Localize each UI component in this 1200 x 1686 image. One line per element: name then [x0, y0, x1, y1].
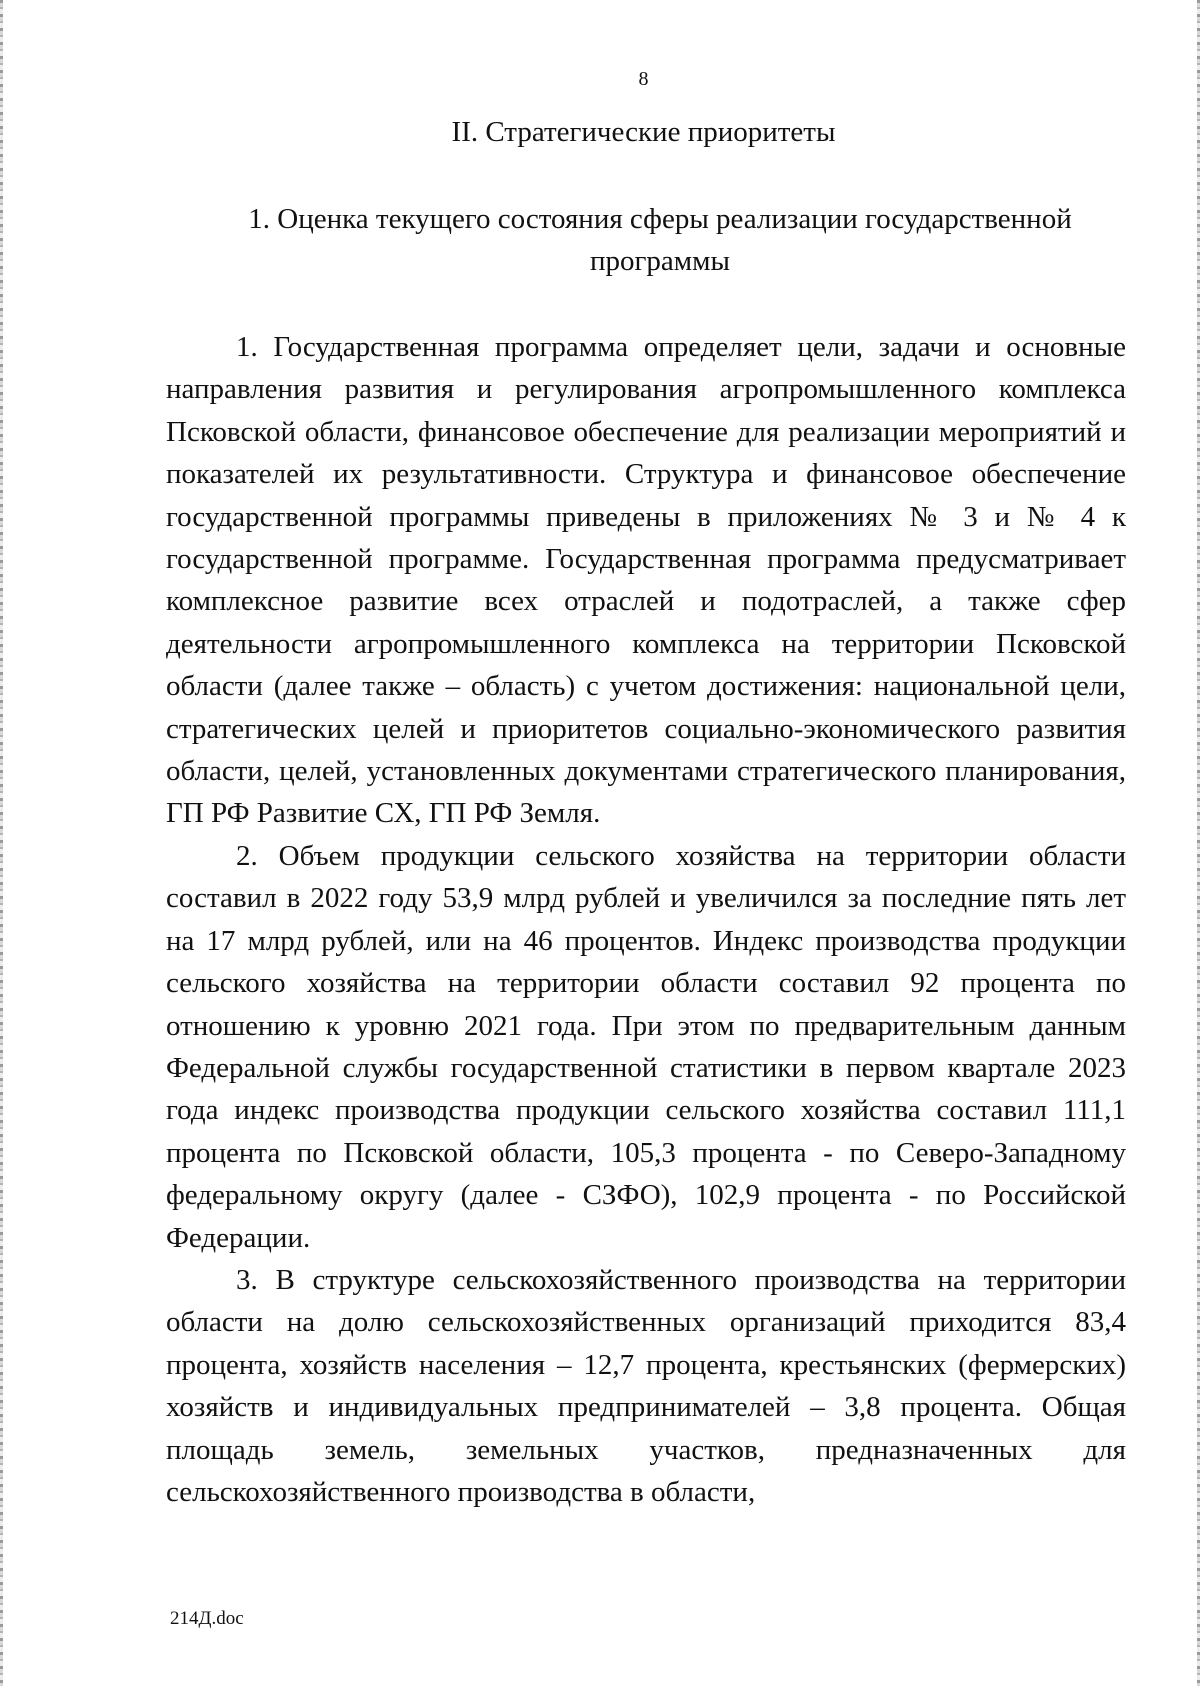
paragraph-3: 3. В структуре сельскохозяйственного производства на территории области на долю сельскохозяйственных организаций приходится 83,4 процента, хозяйств населения – 12,7 процента, крестьянских (фермерских) хозяйств и индивидуальных предпринимателей – 3,8 процента. Общая площадь земель, земельных участков, предназначенных для сельскохозяйственного производства в области,: [166, 1263, 1126, 1508]
footer-filename: 214Д.doc: [170, 1608, 244, 1629]
body-text: [166, 326, 1126, 1513]
paragraph-2: 2. Объем продукции сельского хозяйства на территории области составил в 2022 году 53,9 млрд рублей и увеличился за последние пять лет на 17 млрд рублей, или на 46 процентов. Индекс производства продукции сельского хозяйства на территории области составил 92 процента по отношению к уровню 2021 года. При этом по предварительным данным Федеральной службы государственной статистики в первом квартале 2023 года индекс производства продукции сельского хозяйства составил 111,1 процента по Псковской области, 105,3 процента - по Северо-Западному федеральному округу (далее - СЗФО), 102,9 процента - по Российской Федерации.: [166, 839, 1126, 1254]
paragraph-1: 1. Государственная программа определяет цели, задачи и основные направления развития и регулирования агропромышленного комплекса Псковской области, финансовое обеспечение для реализации мероприятий и показателей их результативности. Структура и финансовое обеспечение государственной программы приведены в приложениях № 3 и № 4 к государственной программе. Государственная программа предусматривает комплексное развитие всех отраслей и подотраслей, а также сфер деятельности агропромышленного комплекса на территории Псковской области (далее также – область) с учетом достижения: национальной цели, стратегических целей и приоритетов социально-экономического развития области, целей, установленных документами стратегического планирования, ГП РФ Развитие СХ, ГП РФ Земля.: [166, 331, 1126, 830]
subsection-title: 1. Оценка текущего состояния сферы реализации государственной программы: [248, 203, 1072, 277]
scan-edge-left: [0, 0, 3, 1686]
page-number: 8: [638, 68, 649, 90]
section-title: II. Стратегические приоритеты: [451, 116, 836, 148]
